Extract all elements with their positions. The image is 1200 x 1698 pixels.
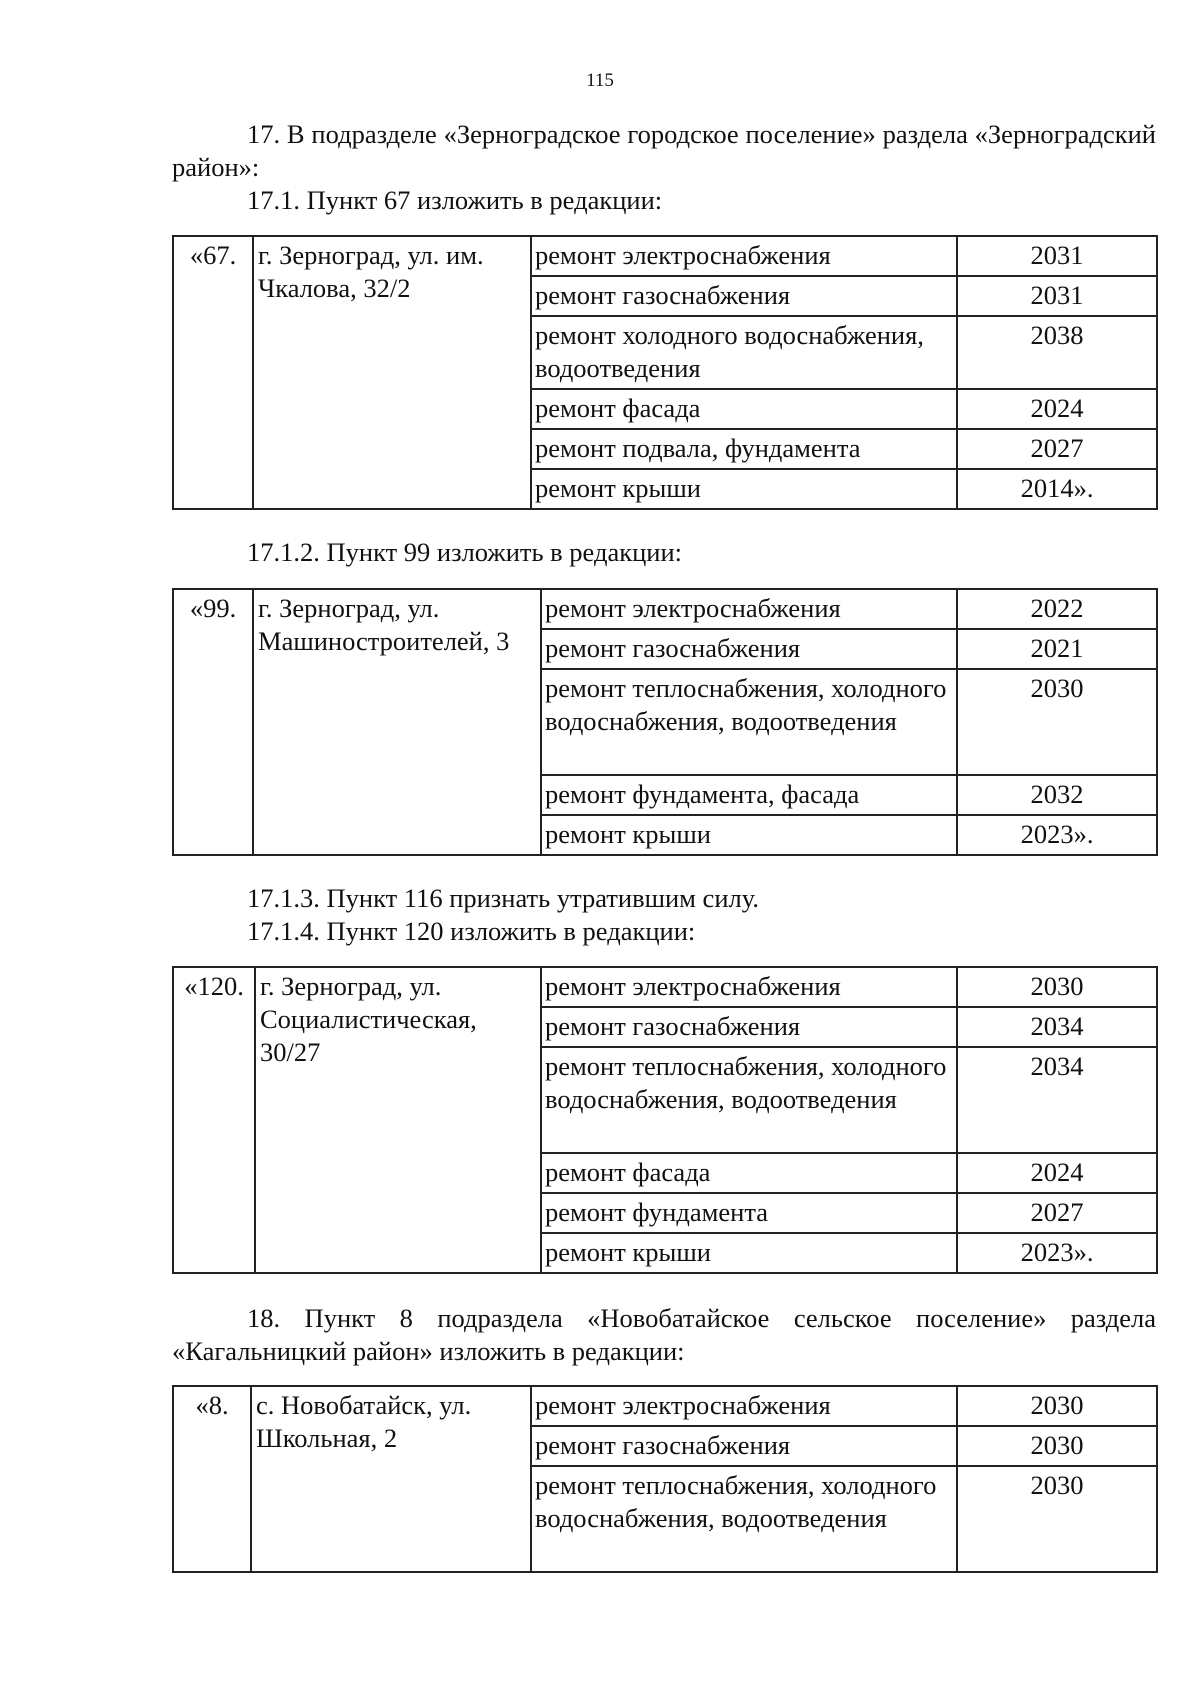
address-cell: г. Зерноград, ул. Социалистическая, 30/27 bbox=[255, 967, 541, 1273]
year-cell: 2031 bbox=[957, 236, 1157, 276]
work-cell: ремонт фундамента, фасада bbox=[541, 775, 957, 815]
item-17-heading: 17. В подразделе «Зерноградское городское поселение» раздела «Зерноградский район»: bbox=[172, 119, 1156, 182]
year-cell: 2032 bbox=[957, 775, 1157, 815]
table-item-99 bbox=[172, 588, 1158, 856]
work-cell: ремонт теплоснабжения, холодного водоснабжения, водоотведения bbox=[541, 669, 957, 775]
item-number: «8. bbox=[173, 1386, 251, 1572]
work-cell: ремонт крыши bbox=[531, 469, 957, 509]
work-cell: ремонт электроснабжения bbox=[541, 967, 957, 1007]
item-number: «99. bbox=[173, 589, 253, 855]
year-cell: 2024 bbox=[957, 1153, 1157, 1193]
item-number: «120. bbox=[173, 967, 255, 1273]
table-row bbox=[173, 589, 1157, 629]
year-cell: 2027 bbox=[957, 1193, 1157, 1233]
year-cell: 2031 bbox=[957, 276, 1157, 316]
work-cell: ремонт теплоснабжения, холодного водоснабжения, водоотведения bbox=[531, 1466, 957, 1572]
year-cell: 2038 bbox=[957, 316, 1157, 389]
work-cell: ремонт газоснабжения bbox=[531, 1426, 957, 1466]
item-number: «67. bbox=[173, 236, 253, 509]
work-cell: ремонт электроснабжения bbox=[531, 236, 957, 276]
work-cell: ремонт газоснабжения bbox=[531, 276, 957, 316]
year-cell: 2030 bbox=[957, 1466, 1157, 1572]
work-cell: ремонт электроснабжения bbox=[541, 589, 957, 629]
work-cell: ремонт фасада bbox=[531, 389, 957, 429]
address-cell: с. Новобатайск, ул. Школьная, 2 bbox=[251, 1386, 531, 1572]
work-cell: ремонт газоснабжения bbox=[541, 1007, 957, 1047]
year-cell: 2030 bbox=[957, 1386, 1157, 1426]
year-cell: 2034 bbox=[957, 1007, 1157, 1047]
year-cell: 2023». bbox=[957, 815, 1157, 855]
year-cell: 2030 bbox=[957, 1426, 1157, 1466]
year-cell: 2023». bbox=[957, 1233, 1157, 1273]
table-item-120 bbox=[172, 966, 1158, 1274]
year-cell: 2021 bbox=[957, 629, 1157, 669]
item-17-1-2: 17.1.2. Пункт 99 изложить в редакции: bbox=[247, 537, 682, 567]
page-number: 115 bbox=[586, 70, 614, 91]
work-cell: ремонт электроснабжения bbox=[531, 1386, 957, 1426]
year-cell: 2030 bbox=[957, 967, 1157, 1007]
item-17-1: 17.1. Пункт 67 изложить в редакции: bbox=[247, 185, 663, 215]
work-cell: ремонт газоснабжения bbox=[541, 629, 957, 669]
work-cell: ремонт крыши bbox=[541, 815, 957, 855]
work-cell: ремонт крыши bbox=[541, 1233, 957, 1273]
table-item-8 bbox=[172, 1385, 1158, 1573]
item-18-heading: 18. Пункт 8 подраздела «Новобатайское сельское поселение» раздела «Кагальницкий район» изложить в редакции: bbox=[172, 1303, 1156, 1366]
work-cell: ремонт теплоснабжения, холодного водоснабжения, водоотведения bbox=[541, 1047, 957, 1153]
address-cell: г. Зерноград, ул. Машиностроителей, 3 bbox=[253, 589, 541, 855]
work-cell: ремонт подвала, фундамента bbox=[531, 429, 957, 469]
work-cell: ремонт холодного водоснабжения, водоотведения bbox=[531, 316, 957, 389]
year-cell: 2030 bbox=[957, 669, 1157, 775]
table-row bbox=[173, 1386, 1157, 1426]
work-cell: ремонт фундамента bbox=[541, 1193, 957, 1233]
table-item-67 bbox=[172, 235, 1158, 510]
address-cell: г. Зерноград, ул. им. Чкалова, 32/2 bbox=[253, 236, 531, 509]
year-cell: 2024 bbox=[957, 389, 1157, 429]
item-17-1-4: 17.1.4. Пункт 120 изложить в редакции: bbox=[247, 916, 696, 946]
table-row bbox=[173, 236, 1157, 276]
table-row bbox=[173, 967, 1157, 1007]
item-17-1-3: 17.1.3. Пункт 116 признать утратившим силу. bbox=[247, 883, 759, 913]
year-cell: 2022 bbox=[957, 589, 1157, 629]
year-cell: 2034 bbox=[957, 1047, 1157, 1153]
work-cell: ремонт фасада bbox=[541, 1153, 957, 1193]
year-cell: 2014». bbox=[957, 469, 1157, 509]
year-cell: 2027 bbox=[957, 429, 1157, 469]
